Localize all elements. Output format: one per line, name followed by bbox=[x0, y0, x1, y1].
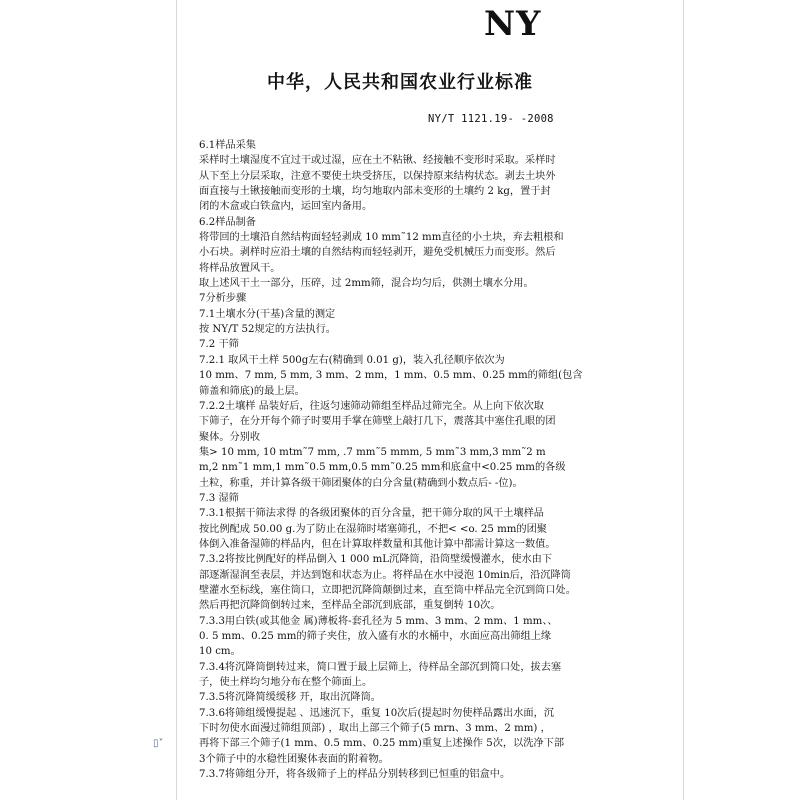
standard-code: NY bbox=[484, 4, 542, 44]
text-line: m,2 nm˜1 mm,1 mm˜0.5 mm,0.5 mm˜0.25 mm和底盒中<0.25 mm的各级 bbox=[199, 462, 566, 474]
page-margin-left bbox=[176, 0, 177, 800]
text-line: 10 cm。 bbox=[199, 646, 241, 658]
text-line: 7.3.2将按比例配好的样品倒入 1 000 mL沉降筒，沿筒壁缓慢灌水，使水由下 bbox=[199, 554, 553, 566]
text-line: 将带回的土壤沿自然结构面轻轻剥成 10 mm˜12 mm直径的小土块，弃去粗根和 bbox=[199, 232, 564, 244]
text-line: 将样品放置风干。 bbox=[199, 262, 281, 274]
text-line: 7.2 干筛 bbox=[199, 339, 239, 351]
text-line: 6.2样品制备 bbox=[199, 216, 256, 228]
text-line: 7.3.6将筛组缓慢提起 、迅速沉下，重复 10次后(提起时勿使样品露出水面，沉 bbox=[199, 707, 554, 719]
document-icon[interactable]: ▯˅ bbox=[153, 738, 164, 749]
text-line: 按比例配成 50.00 g.为了防止在湿筛时堵塞筛孔，不把< <o. 25 mm的团聚 bbox=[199, 523, 547, 535]
page-margin-right bbox=[683, 0, 684, 800]
text-line: 体倒入准备湿筛的样品内，但在计算取样数量和其他计算中都需计算这一数值。 bbox=[199, 538, 556, 550]
text-line: 6.1样品采集 bbox=[199, 140, 256, 151]
text-line: 3个筛子中的水稳性团聚体表面的附着物。 bbox=[199, 753, 389, 765]
text-line: 7分析步骤 bbox=[199, 293, 247, 305]
text-line: 7.3.4将沉降筒倒转过来，简口置于最上层筛上，待样品全部沉到简口处，拔去塞 bbox=[199, 661, 562, 673]
text-line: 闭的木盒或白铁盒内，运回室内备用。 bbox=[199, 201, 373, 213]
text-line: 按 NY/T 52规定的方法执行。 bbox=[199, 324, 336, 336]
text-line: 7.3.1根据干筛法求得 的各级团聚体的百分含量，把干筛分取的风干土壤样品 bbox=[199, 508, 544, 520]
standard-number: NY/T 1121.19- -2008 bbox=[428, 113, 554, 125]
text-line: 7.3.7将筛组分开，将各级筛子上的样品分别转移到已恒重的铝盒中。 bbox=[199, 769, 511, 781]
standard-title: 中华，人民共和国农业行业标准 bbox=[267, 72, 533, 93]
text-line: 壁灌水至标线，塞住筒口，立即把沉降筒颠倒过来，直至筒中样品完全沉到筒口处。 bbox=[199, 584, 576, 596]
text-line: 10 mm、7 mm, 5 mm, 3 mm、2 mm，1 mm、0.5 mm、0.25 mm的筛组(包含 bbox=[199, 370, 583, 382]
text-line: 下时勿使水面漫过筛组顶部) ，取出上部三个筛子(5 mrn、3 mm、2 mm) ， bbox=[199, 723, 551, 735]
text-line: 部逐渐湿润至表层，并达到饱和状态为止。将样品在水中浸泡 10min后，沿沉降筒 bbox=[199, 569, 571, 581]
document-body bbox=[199, 138, 603, 782]
text-line: 7.2.1 取风干土样 500g左右(精确到 0.01 g)，装入孔径顺序依次为 bbox=[199, 354, 505, 366]
text-line: 再将下部三个筛子(1 mm、0.5 mm、0.25 mm)重复上述操作 5次，以洗净下部 bbox=[199, 738, 565, 750]
text-line: 0. 5 mm、0.25 mm的筛子夹住，放入盛有水的水桶中，水面应高出筛组上缘 bbox=[199, 631, 552, 642]
text-line: 面直接与土锹接触而变形的土壤，均匀地取内部未变形的土壤约 2 kg，置于封 bbox=[199, 186, 551, 198]
text-line: 从下至上分层采取，注意不要使土块受挤压，以保持原来结构状态。剥去土块外 bbox=[199, 170, 556, 182]
text-line: 集> 10 mm, 10 mtm˜7 mm, .7 mm˜5 mmm, 5 mm˜3 mm,3 mm˜2 m bbox=[199, 446, 546, 458]
text-line: 土粒，称重，并计算各级干筛团聚体的白分含量(精确到小数点后- -位)。 bbox=[199, 477, 523, 489]
text-line: 7.2.2土壤样 品装好后，往返匀速筛动筛组至样品过筛完全。从上向下依次取 bbox=[199, 400, 544, 412]
text-line: 采样时土壤湿度不宜过干或过湿，应在土不粘锹、经接触不变形时采取。采样时 bbox=[199, 155, 556, 167]
text-line: 聚体。分别收 bbox=[199, 431, 261, 443]
text-line: 取上述风干土一部分，压碎，过 2mm筛，混合均匀后，供测土壤水分用。 bbox=[199, 278, 534, 290]
text-line: 下筛子，在分开每个筛子时要用手掌在筛壁上敲打几下，震落其中塞住孔眼的团 bbox=[199, 416, 556, 428]
text-line: 筛盖和筛底)的最上层。 bbox=[199, 385, 305, 397]
text-line: 7.3.3用白铁(或其他金 属)薄板将-套孔径为 5 mm、3 mm、2 mm、1 mm、、 bbox=[199, 615, 558, 627]
text-line: 7.3.5将沉降简缓缓移 开，取出沉降筒。 bbox=[199, 692, 381, 704]
text-line: 小石块。剥样时应沿土壤的自然结构而轻轻剥开，避免受机械压力而变形。然后 bbox=[199, 247, 556, 259]
text-line: 7.1土壤水分(干基)含量的测定 bbox=[199, 308, 336, 320]
text-line: 7.3 湿筛 bbox=[199, 492, 239, 504]
text-line: 子，使土样均匀地分布在整个筛面上。 bbox=[199, 677, 373, 689]
text-line: 然后再把沉降筒倒转过来，至样品全部沉到底部，重复倒转 10次。 bbox=[199, 600, 501, 612]
